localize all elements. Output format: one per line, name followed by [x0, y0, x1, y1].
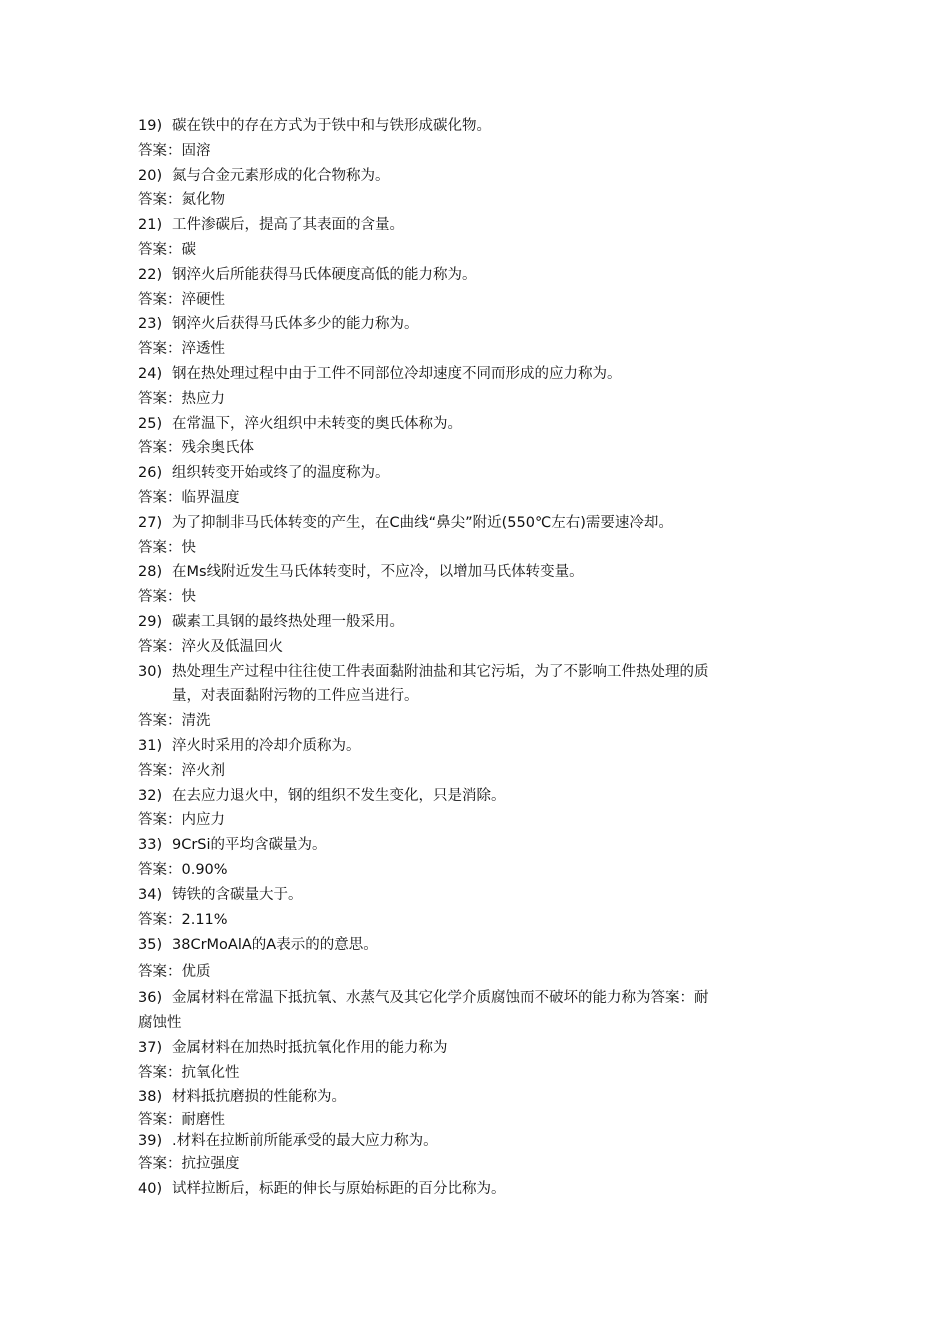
question-number: 23) — [138, 316, 163, 333]
question-29 — [138, 610, 810, 635]
question-text: 9CrSi的平均含碳量为。 — [172, 837, 327, 854]
question-39 — [138, 1130, 810, 1152]
answer-26: 答案：临界温度 — [138, 489, 240, 506]
answer-28: 答案：快 — [138, 589, 196, 606]
question-text: 氮与合金元素形成的化合物称为。 — [172, 167, 390, 184]
question-30-line-1 — [138, 660, 810, 685]
question-35 — [138, 932, 810, 959]
answer-39: 答案：抗拉强度 — [138, 1156, 240, 1173]
question-text: 在去应力退火中，钢的组织不发生变化，只是消除。 — [172, 787, 506, 804]
question-19 — [138, 114, 810, 139]
answer-19: 答案：固溶 — [138, 142, 211, 159]
question-number: 34) — [138, 886, 163, 903]
question-text: 钢淬火后获得马氏体多少的能力称为。 — [172, 316, 419, 333]
answer-20: 答案：氮化物 — [138, 192, 225, 209]
question-23 — [138, 312, 810, 337]
question-text: 淬火时采用的冷却介质称为。 — [172, 737, 361, 754]
question-27 — [138, 511, 810, 536]
question-number: 32) — [138, 787, 163, 804]
question-34 — [138, 883, 810, 908]
question-text: 碳在铁中的存在方式为于铁中和与铁形成碳化物。 — [172, 118, 491, 134]
question-20 — [138, 164, 810, 189]
question-number: 29) — [138, 613, 163, 630]
question-text: 金属材料在常温下抵抗氧、水蒸气及其它化学介质腐蚀而不破坏的能力称为答案：耐 — [172, 990, 709, 1007]
question-21 — [138, 213, 810, 238]
question-text: 试样拉断后，标距的伸长与原始标距的百分比称为。 — [172, 1181, 506, 1198]
question-number: 19) — [138, 118, 163, 134]
question-number: 38) — [138, 1089, 163, 1106]
question-number: 31) — [138, 737, 163, 754]
question-number: 37) — [138, 1039, 163, 1056]
question-37 — [138, 1036, 810, 1061]
question-36 — [138, 986, 810, 1036]
answer-33: 答案：0.90% — [138, 861, 228, 878]
answer-21: 答案：碳 — [138, 241, 196, 258]
question-36-line-1 — [138, 986, 810, 1011]
question-28 — [138, 560, 810, 585]
question-text: 金属材料在加热时抵抗氧化作用的能力称为 — [172, 1039, 448, 1056]
question-number: 35) — [138, 937, 163, 954]
question-text: 热处理生产过程中往往使工件表面黏附油盐和其它污垢，为了不影响工件热处理的质 — [172, 663, 709, 680]
question-text: 38CrMoAlA的A表示的的意思。 — [172, 937, 378, 954]
question-text: .材料在拉断前所能承受的最大应力称为。 — [172, 1133, 438, 1150]
question-number: 36) — [138, 990, 163, 1007]
answer-31: 答案：淬火剂 — [138, 762, 225, 779]
answer-38: 答案：耐磨性 — [138, 1112, 225, 1129]
question-text-continued: 量，对表面黏附污物的工件应当进行。 — [172, 688, 419, 705]
question-number: 22) — [138, 266, 163, 283]
question-22 — [138, 263, 810, 288]
question-33 — [138, 833, 810, 858]
question-number: 21) — [138, 217, 163, 234]
question-number: 24) — [138, 365, 163, 382]
answer-37: 答案：抗氧化性 — [138, 1064, 240, 1081]
question-38 — [138, 1085, 810, 1110]
answer-25: 答案：残余奥氏体 — [138, 440, 254, 457]
question-26 — [138, 461, 810, 486]
question-25 — [138, 412, 810, 437]
question-list — [138, 114, 810, 1202]
answer-23: 答案：淬透性 — [138, 341, 225, 358]
question-number: 26) — [138, 465, 163, 482]
question-number: 33) — [138, 837, 163, 854]
question-32 — [138, 784, 810, 809]
answer-22: 答案：淬硬性 — [138, 291, 225, 308]
answer-35: 答案：优质 — [138, 964, 211, 981]
question-text: 材料抵抗磨损的性能称为。 — [172, 1089, 346, 1106]
question-text: 在常温下，淬火组织中未转变的奥氏体称为。 — [172, 415, 462, 432]
question-number: 27) — [138, 514, 163, 531]
question-number: 28) — [138, 564, 163, 581]
question-number: 30) — [138, 663, 163, 680]
question-text: 组织转变开始或终了的温度称为。 — [172, 465, 390, 482]
question-31 — [138, 734, 810, 759]
question-text: 为了抑制非马氏体转变的产生，在C曲线“鼻尖”附近(550℃左右)需要速冷却。 — [172, 514, 673, 531]
question-number: 40) — [138, 1181, 163, 1198]
answer-24: 答案：热应力 — [138, 390, 225, 407]
answer-30: 答案：清洗 — [138, 713, 211, 730]
question-number: 25) — [138, 415, 163, 432]
answer-32: 答案：内应力 — [138, 812, 225, 829]
question-text: 在Ms线附近发生马氏体转变时，不应冷，以增加马氏体转变量。 — [172, 564, 584, 581]
answer-29: 答案：淬火及低温回火 — [138, 638, 283, 655]
answer-27: 答案：快 — [138, 539, 196, 556]
question-40 — [138, 1177, 810, 1202]
question-number: 20) — [138, 167, 163, 184]
question-text: 铸铁的含碳量大于。 — [172, 886, 303, 903]
question-text-continued: 腐蚀性 — [138, 1015, 182, 1032]
question-text: 钢淬火后所能获得马氏体硬度高低的能力称为。 — [172, 266, 477, 283]
question-number: 39) — [138, 1133, 163, 1150]
question-text: 工件渗碳后，提高了其表面的含量。 — [172, 217, 404, 234]
question-text: 钢在热处理过程中由于工件不同部位冷却速度不同而形成的应力称为。 — [172, 365, 622, 382]
question-30 — [138, 660, 810, 710]
question-24 — [138, 362, 810, 387]
answer-34: 答案：2.11% — [138, 911, 228, 928]
question-text: 碳素工具钢的最终热处理一般采用。 — [172, 613, 404, 630]
